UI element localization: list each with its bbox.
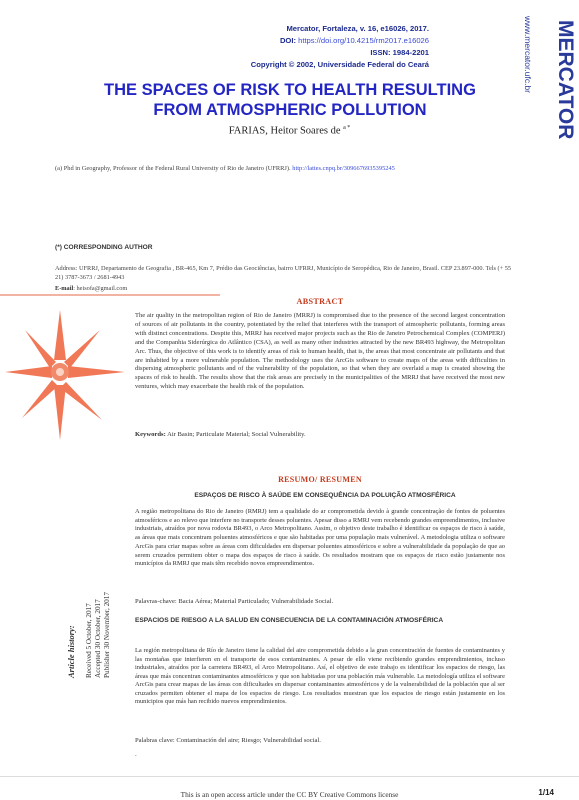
es-keywords-label: Palabras clave xyxy=(135,737,173,744)
keywords xyxy=(135,431,306,438)
pt-keywords xyxy=(135,598,333,605)
keywords-value: Air Basin; Particulate Material; Social Vulnerability. xyxy=(165,431,306,438)
article-history xyxy=(56,570,126,680)
history-accepted: Accepted 30 October, 2017 xyxy=(94,599,102,678)
trailing-dot: . xyxy=(135,750,137,758)
compass-star-decoration xyxy=(0,290,140,450)
site-url: www.mercator.ufc.br xyxy=(523,16,533,93)
doi-link[interactable]: https://doi.org/10.4215/rm2017.e16026 xyxy=(298,36,429,45)
license-footer: This is an open access article under the CC BY Creative Commons license xyxy=(180,790,399,799)
abstract-heading: ABSTRACT xyxy=(296,297,344,306)
pt-keywords-value: : Bacia Aérea; Material Particulado; Vulnerabilidade Social. xyxy=(174,598,334,605)
pt-title: ESPAÇOS DE RISCO À SAÚDE EM CONSEQUÊNCIA DA POLUIÇÃO ATMOSFÉRICA xyxy=(194,492,456,499)
title-line-2: FROM ATMOSPHERIC POLLUTION xyxy=(153,101,427,119)
copyright: Copyright © 2002, Universidade Federal do Ceará xyxy=(250,60,429,69)
affiliation xyxy=(55,165,395,172)
title-line-1: THE SPACES OF RISK TO HEALTH RESULTING xyxy=(104,81,476,99)
email-label: E-mail xyxy=(55,285,74,292)
es-title: ESPACIOS DE RIESGO A LA SALUD EN CONSECUENCIA DE LA CONTAMINACIÓN ATMOSFÉRICA xyxy=(135,617,444,624)
doi-label: DOI: xyxy=(279,36,296,45)
history-received: Received 5 October, 2017 xyxy=(85,603,93,678)
es-keywords-value: : Contaminación del aire; Riesgo; Vulnerabilidad social. xyxy=(172,737,321,744)
author-name: FARIAS, Heitor Soares de xyxy=(228,125,341,137)
abstract-text: The air quality in the metropolitan region of Rio de Janeiro (MRRJ) is compromised due to the presence of the second largest concentration of sources of air pollutants in the country, potentiated by the relief that interferes with the transport of atmospheric pollutants, forming areas with distinct concentrations. Despite this, MRRJ has received major projects such as the Rio de Janeiro Petrochemical Complex (COMPERJ) and the Companhia Siderúrgica do Atlântico (CSA), as well as many other industries attracted by the new BR493 highway, the Metropolitan Arc. Thus, the objective of this work is to identify areas of risk to human health, that is, the areas that most concentrate air pollutants and that are inhabited by a more vulnerable population. The methodology uses the ArcGis software to create maps of the areas with difficulties in dispersing atmospheric pollutants and of the vulnerability of the population, so that when they are overlaid a map is created showing the spaces of risk to health. The results show that the risk areas are precisely in the municipalities of the MRRJ that have received the most new ventures, which may exacerbate the health risk of the population. xyxy=(135,312,505,391)
history-label: Article history: xyxy=(66,625,76,678)
pt-keywords-label: Palavras-chave xyxy=(135,598,175,605)
es-keywords xyxy=(135,737,321,744)
doi-line xyxy=(169,35,429,47)
accent-rule xyxy=(0,294,220,296)
journal-citation: Mercator, Fortaleza, v. 16, e16026, 2017. xyxy=(286,24,429,33)
author-superscript: a * xyxy=(343,125,351,131)
corresponding-author-heading: (*) CORRESPONDING AUTHOR xyxy=(55,244,153,251)
article-title xyxy=(40,80,540,120)
page-number: 1/14 xyxy=(538,788,554,797)
affiliation-text: (a) Phd in Geography, Professor of the Federal Rural University of Rio de Janeiro (UFRRJ). xyxy=(55,165,291,172)
email-value[interactable]: : heisofa@gmail.com xyxy=(73,285,128,292)
footer-divider xyxy=(0,776,579,777)
history-published: Publisher 30 November, 2017 xyxy=(103,592,111,678)
author-address: Address: UFRRJ, Departamento de Geografia , BR-465, Km 7, Prédio das Geociências, bairro UFRRJ, Município de Seropédica, Rio de Janeiro, Brasil. CEP 23.897-000. Tels (+ 55 21) 3787-3673 / 2681-4943 xyxy=(55,265,512,281)
keywords-label: Keywords: xyxy=(135,431,166,438)
pt-abstract: A região metropolitana do Rio de Janeiro (RMRJ) tem a qualidade do ar comprometida devido à grande concentração de fontes de poluentes atmosféricos e ao relevo que interfere no transporte desses poluentes. Apesar disso a RMRJ vem recebendo grandes empreendimentos, inclusive industriais, atraídos por nova rodovia BR493, o Arco Metropolitano. Assim, o objetivo deste trabalho é identificar os espaços de risco à saúde, as áreas que mais concentram poluentes atmosféricos e que são habitadas por uma população mais vulnerável. A metodologia utiliza o software ArcGis para criar mapas sobre as áreas com dificuldades em dispersar poluentes atmosféricos e sobre a vulnerabilidade da população de que ao serem cruzados permitem obter o mapa dos espaços de risco à saúde. Os resultados mostram que os espaços de risco estão justamente nos municípios da RMRJ que mais têm recebido novos empreendimentos. xyxy=(135,508,505,568)
es-abstract: La región metropolitana de Río de Janeiro tiene la calidad del aire comprometida debido a la gran concentración de fuentes de contaminantes y las montañas que interfieren en el transporte de esos contaminantes. A pesar de ello viene recibiendo grandes emprendimientos, incluso industriales, atraídos por la carretera BR493, el Arco Metropolitano. Así, el objetivo de este trabajo es identificar los espacios de riesgo, las áreas que más concentran contaminantes atmosféricos y que son habitadas por una población más vulnerable. La metodología utiliza el software ArcGis para crear mapas de las áreas con dificultades en dispersar contaminantes atmosféricos y de la vulnerabilidad de la población que al ser cruzados permiten obtener el mapa de los espacios de riesgo. Los resultados muestran que los espacios de riesgo están justamente en los municipios que más han recibido nuevos emprendimientos. xyxy=(135,647,505,705)
lattes-link[interactable]: http://lattes.cnpq.br/3096676935395245 xyxy=(292,165,395,172)
publication-info xyxy=(169,23,429,71)
issn: ISSN: 1984-2201 xyxy=(370,48,429,57)
author-email xyxy=(55,285,127,292)
author-line xyxy=(0,125,579,137)
mercator-brand-text: MERCATOR xyxy=(554,20,577,140)
resumo-heading: RESUMO/ RESUMEN xyxy=(278,475,362,484)
